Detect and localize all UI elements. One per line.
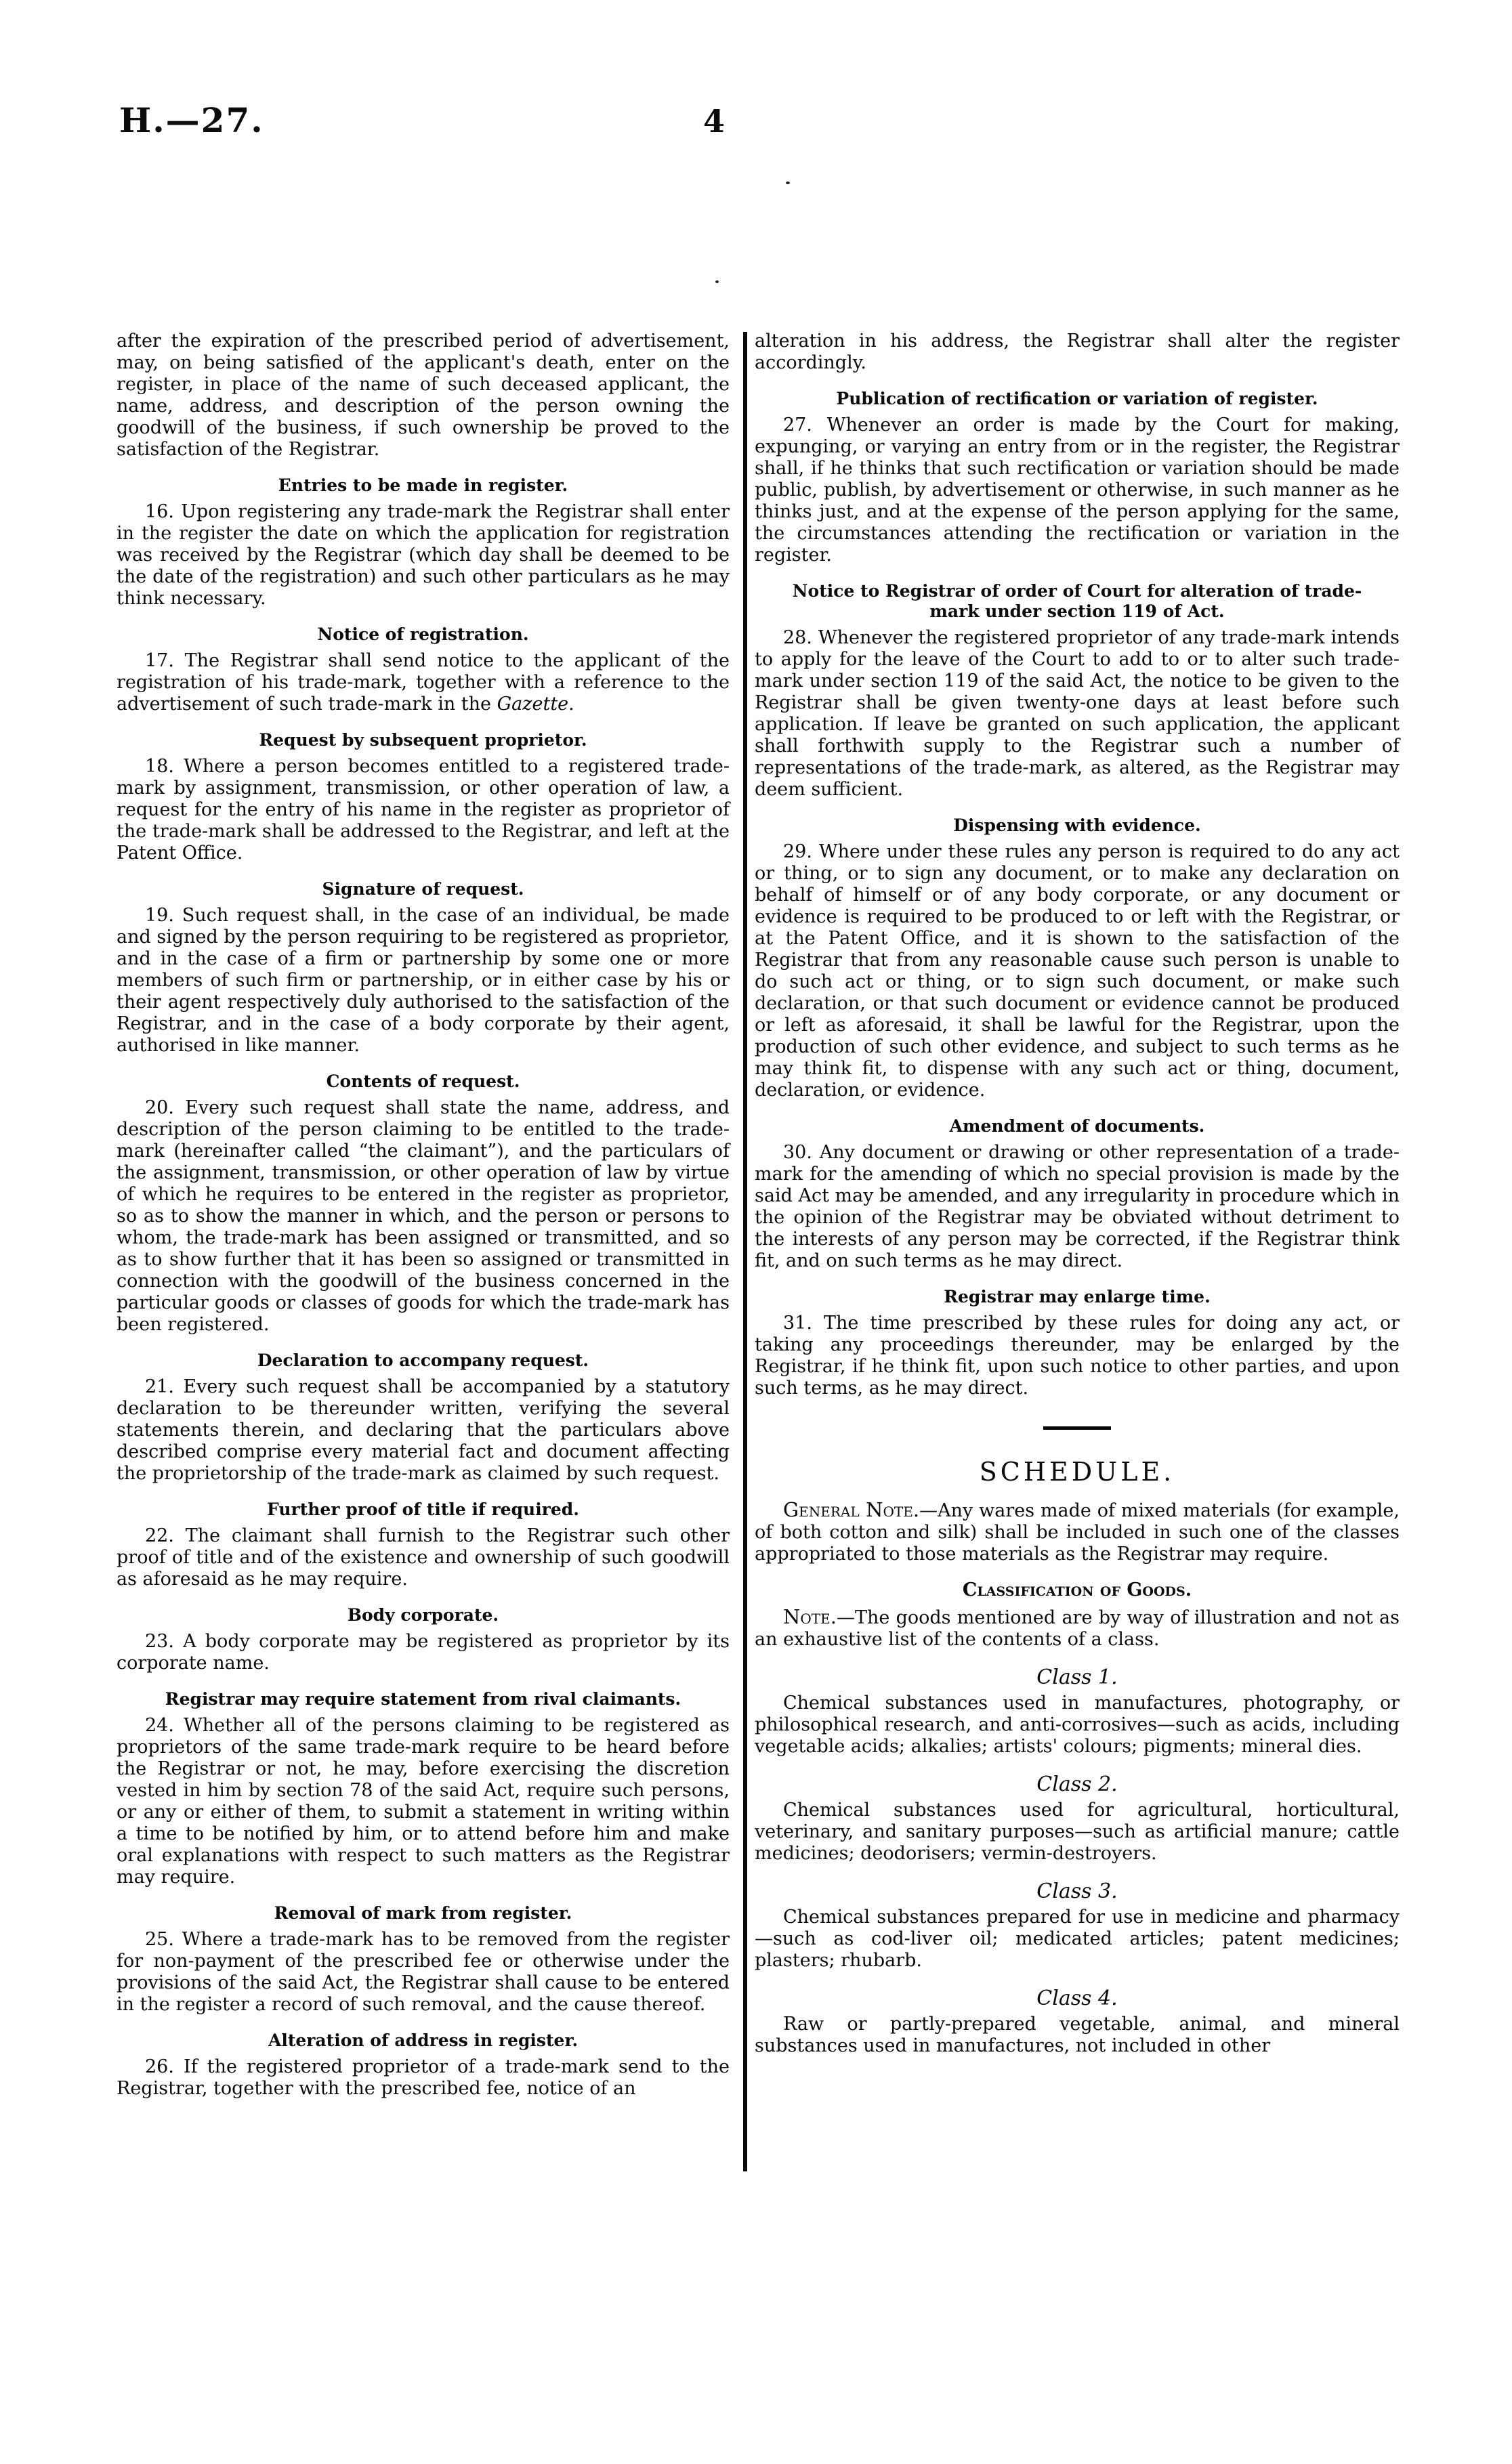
column-rule bbox=[743, 332, 747, 2171]
paragraph-text: 19. Such request shall, in the case of an individual, be made and signed by the person requiring to be registered as proprietor, and in the case of a firm or partnership by some one or more members of such firm or partnership, or in either case by his or their agent respectively duly authorised to the satisfaction of the Registrar, and in the case of a body corporate by their agent, authorised in like manner. bbox=[117, 905, 730, 1056]
body-paragraph bbox=[755, 415, 1400, 566]
body-paragraph bbox=[755, 1907, 1400, 1972]
body-paragraph bbox=[117, 331, 730, 461]
body-paragraph bbox=[755, 841, 1400, 1101]
paragraph-text: 23. A body corporate may be registered as proprietor by its corporate name. bbox=[117, 1631, 730, 1674]
paragraph-text: alteration in his address, the Registrar shall alter the register accordingly. bbox=[755, 331, 1400, 373]
paragraph-text: 17. The Registrar shall send notice to the applicant of the registration of his trade-mark, together with a reference to the advertisement of such trade-mark in the bbox=[117, 650, 730, 715]
paragraph-text: 20. Every such request shall state the name, address, and description of the person claiming to be entitled to the trade-mark (hereinafter called “the claimant”), and the particulars of the assignment, transmission, or other operation of law by virtue of which he requires to be entered in the register as proprietor, so as to show the manner in which, and the person or persons to whom, the trade-mark has been assigned or transmitted, and so as to show further that it has been so assigned or transmitted in connection with the goodwill of the business concerned in the particular goods or classes of goods for which the trade-mark has been registered. bbox=[117, 1097, 730, 1335]
body-paragraph bbox=[117, 1376, 730, 1485]
paragraph-text: —The goods mentioned are by way of illustration and not as an exhaustive list of the contents of a class. bbox=[755, 1607, 1400, 1650]
body-paragraph bbox=[755, 627, 1400, 801]
body-paragraph bbox=[755, 1800, 1400, 1865]
paragraph-text: 26. If the registered proprietor of a trade-mark send to the Registrar, together with the prescribed fee, notice of an bbox=[117, 2056, 730, 2099]
class-heading: Class 1. bbox=[1036, 1665, 1118, 1689]
section-caption: Further proof of title if required. bbox=[267, 1500, 579, 1519]
paragraph-text: 28. Whenever the registered proprietor of any trade-mark intends to apply for the leave of the Court to add to or to alter such trade-mark under section 119 of the said Act, the notice to be given to the Registrar shall be given twenty-one days at least before such application. If leave be granted on such application, the applicant shall forthwith supply to the Registrar such a number of representations of the trade-mark, as altered, as the Registrar may deem sufficient. bbox=[755, 627, 1400, 800]
section-caption: Publication of rectification or variation of register. bbox=[836, 389, 1318, 408]
paragraph-text: Chemical substances prepared for use in medicine and pharmacy—such as cod-liver oil; medicated articles; patent medicines; plasters; rhubarb. bbox=[755, 1907, 1400, 1971]
left-column bbox=[117, 331, 730, 2105]
paragraph-text: 31. The time prescribed by these rules for doing any act, or taking any proceedings thereunder, may be enlarged by the Registrar, if he think fit, upon such notice to other parties, and upon such terms, as he may direct. bbox=[755, 1313, 1400, 1399]
paragraph-text: 30. Any document or drawing or other representation of a trade-mark for the amending of which no special provision is made by the said Act may be amended, and any irregularity in procedure which in the opinion of the Registrar may be obviated without detriment to the interests of any person may be corrected, if the Registrar think fit, and on such terms as he may direct. bbox=[755, 1142, 1400, 1271]
paragraph-text: 29. Where under these rules any person is required to do any act or thing, or to sign any document, or to make any declaration on behalf of himself or of any body corporate, or any document or evidence is required to be produced to or left with the Registrar, or at the Patent Office, and it is shown to the satisfaction of the Registrar that from any reasonable cause such person is unable to do such act or thing, or to sign such document, or make such declaration, or that such document or evidence cannot be produced or left as aforesaid, it shall be lawful for the Registrar, upon the production of such other evidence, and subject to such terms as he may think fit, to dispense with any such act or thing, document, declaration, or evidence. bbox=[755, 841, 1400, 1101]
section-caption: Registrar may require statement from rival claimants. bbox=[165, 1689, 681, 1709]
body-paragraph bbox=[117, 2056, 730, 2100]
body-paragraph bbox=[117, 1715, 730, 1888]
section-separator bbox=[1043, 1426, 1111, 1430]
body-paragraph bbox=[755, 1693, 1400, 1758]
paragraph-text: 27. Whenever an order is made by the Court for making, expunging, or varying an entry from or in the register, the Registrar shall, if he thinks that such rectification or variation should be made public, publish, by advertisement or otherwise, in such manner as he thinks just, and at the expense of the person applying for the same, the circumstances attending the rectification or variation in the register. bbox=[755, 415, 1400, 566]
body-paragraph bbox=[117, 1097, 730, 1336]
section-caption: Notice of registration. bbox=[317, 624, 529, 644]
body-paragraph bbox=[117, 650, 730, 715]
paragraph-text: 24. Whether all of the persons claiming to be registered as proprietors of the same trade-mark require to be heard before the Registrar or not, he may, before exercising the discretion vested in him by section 78 of the said Act, require such persons, or any or either of them, to submit a statement in writing within a time to be notified by him, or to attend before him and make oral explanations with respect to such matters as the Registrar may require. bbox=[117, 1715, 730, 1888]
body-paragraph bbox=[755, 1142, 1400, 1272]
paragraph-text: Raw or partly-prepared vegetable, animal, and mineral substances used in manufactures, not included in other bbox=[755, 2014, 1400, 2056]
paragraph-text: Chemical substances used for agricultural, horticultural, veterinary, and sanitary purposes—such as artificial manure; cattle medicines; deodorisers; vermin-destroyers. bbox=[755, 1800, 1400, 1864]
body-paragraph bbox=[117, 1525, 730, 1590]
section-caption: Declaration to accompany request. bbox=[257, 1351, 589, 1370]
section-caption: Removal of mark from register. bbox=[274, 1903, 572, 1923]
body-paragraph bbox=[117, 501, 730, 610]
note-lead: Note. bbox=[783, 1605, 837, 1628]
section-caption: Alteration of address in register. bbox=[268, 2031, 579, 2050]
page-number: 4 bbox=[703, 103, 726, 140]
italic-term: Gazette bbox=[497, 694, 569, 715]
schedule-title: SCHEDULE. bbox=[979, 1457, 1175, 1487]
note-paragraph bbox=[755, 1499, 1400, 1565]
section-caption: Body corporate. bbox=[347, 1605, 499, 1625]
note-paragraph bbox=[755, 1606, 1400, 1651]
section-caption: Notice to Registrar of order of Court for alteration of trade-mark under section 119 of Act. bbox=[792, 581, 1362, 621]
class-heading: Class 2. bbox=[1036, 1772, 1118, 1796]
section-caption: Registrar may enlarge time. bbox=[944, 1287, 1211, 1307]
paragraph-text: 25. Where a trade-mark has to be removed from the register for non-payment of the prescribed fee or otherwise under the provisions of the said Act, the Registrar shall cause to be entered in the register a record of such removal, and the cause thereof. bbox=[117, 1929, 730, 2015]
body-paragraph bbox=[117, 756, 730, 864]
section-caption: Signature of request. bbox=[322, 879, 524, 899]
section-caption: Dispensing with evidence. bbox=[953, 815, 1201, 835]
note-lead: General Note. bbox=[783, 1498, 920, 1521]
section-caption: Amendment of documents. bbox=[949, 1116, 1205, 1136]
section-caption: Request by subsequent proprietor. bbox=[259, 730, 587, 750]
paragraph-text: 16. Upon registering any trade-mark the Registrar shall enter in the register the date on which the application for registration was received by the Registrar (which day shall be deemed to be the date of the registration) and such other particulars as he may think necessary. bbox=[117, 501, 730, 609]
body-paragraph bbox=[755, 331, 1400, 374]
body-paragraph bbox=[117, 905, 730, 1057]
section-caption: Contents of request. bbox=[326, 1071, 520, 1091]
paragraph-text: 22. The claimant shall furnish to the Registrar such other proof of title and of the existence and ownership of such goodwill as aforesaid as he may require. bbox=[117, 1525, 730, 1590]
running-header: H.—27. bbox=[119, 100, 264, 140]
body-paragraph bbox=[755, 1313, 1400, 1399]
scan-speck bbox=[715, 280, 719, 283]
body-paragraph bbox=[117, 1929, 730, 2016]
section-caption: Entries to be made in register. bbox=[278, 475, 568, 495]
body-paragraph bbox=[117, 1631, 730, 1674]
paragraph-text: . bbox=[568, 694, 574, 715]
paragraph-text: Chemical substances used in manufactures, photography, or philosophical research, and anti-corrosives—such as acids, including vegetable acids; alkalies; artists' colours; pigments; mineral dies. bbox=[755, 1693, 1400, 1757]
class-heading: Class 3. bbox=[1036, 1879, 1118, 1903]
section-caption: Classification of Goods. bbox=[962, 1579, 1192, 1600]
scan-speck bbox=[786, 182, 790, 184]
paragraph-text: —Any wares made of mixed materials (for example, of both cotton and silk) shall be included in such one of the classes appropriated to those materials as the Registrar may require. bbox=[755, 1500, 1400, 1565]
paragraph-text: 18. Where a person becomes entitled to a registered trade-mark by assignment, transmission, or other operation of law, a request for the entry of his name in the register as proprietor of the trade-mark shall be addressed to the Registrar, and left at the Patent Office. bbox=[117, 756, 730, 864]
paragraph-text: 21. Every such request shall be accompanied by a statutory declaration to be thereunder written, verifying the several statements therein, and declaring that the particulars above described comprise every material fact and document affecting the proprietorship of the trade-mark as claimed by such request. bbox=[117, 1376, 730, 1484]
body-paragraph bbox=[755, 2014, 1400, 2057]
paragraph-text: after the expiration of the prescribed period of advertisement, may, on being satisfied of the applicant's death, enter on the register, in place of the name of such deceased applicant, the name, address, and description of the person owning the goodwill of the business, if such ownership be proved to the satisfaction of the Registrar. bbox=[117, 331, 730, 460]
right-column bbox=[755, 331, 1400, 2062]
class-heading: Class 4. bbox=[1036, 1987, 1118, 2010]
